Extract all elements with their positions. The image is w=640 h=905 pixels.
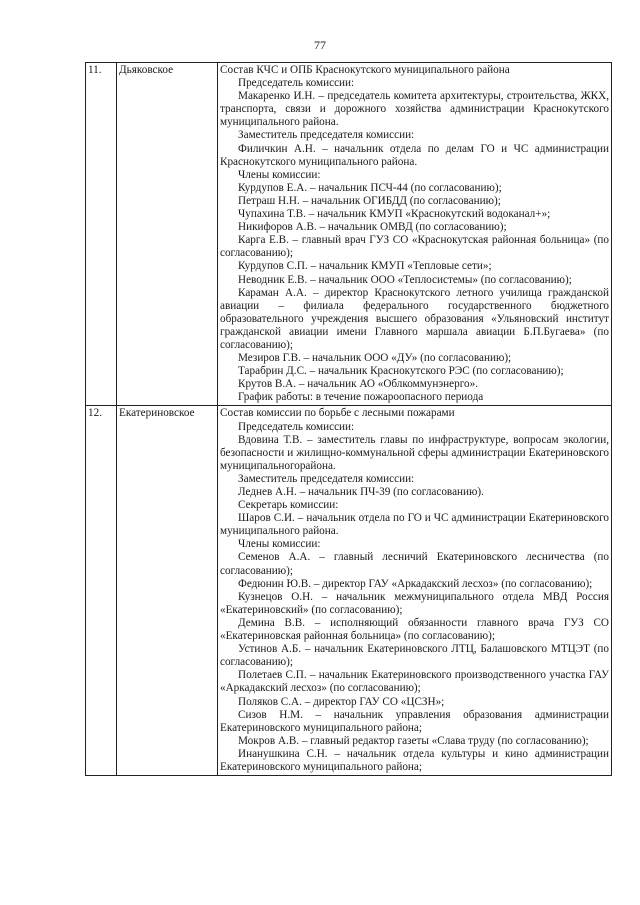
composition-line: Курдупов С.П. – начальник КМУП «Тепловые сети»; (238, 260, 492, 273)
commission-composition (218, 406, 612, 776)
composition-line: Члены комиссии: (238, 168, 321, 181)
composition-line: Неводник Е.В. – начальник ООО «Теплосистемы» (по согласованию); (238, 273, 572, 286)
row-number: 11. (86, 63, 117, 406)
table-body (86, 63, 612, 776)
composition-line: Председатель комиссии: (238, 77, 355, 90)
composition-line: Филичкин А.Н. – начальник отдела по делам ГО и ЧС администрации Краснокутского муниципального района. (220, 142, 609, 168)
composition-line: Демина В.В. – исполняющий обязанности главного врача ГУЗ СО «Екатериновская районная больница» (по согласованию); (220, 616, 609, 643)
composition-line: Карга Е.В. – главный врач ГУЗ СО «Краснокутская районная больница» (по согласованию); (220, 234, 609, 260)
composition-line: Вдовина Т.В. – заместитель главы по инфраструктуре, вопросам экологии, безопасности и жилищно-коммунальной сферы администрации Екатериновского муниципальногорайона. (220, 433, 609, 472)
composition-line: Кузнецов О.Н. – начальник межмуниципального отдела МВД Россия «Екатериновский» (по согласованию); (220, 590, 609, 616)
composition-line: Курдупов Е.А. – начальник ПСЧ-44 (по согласованию); (238, 181, 502, 194)
table-row (86, 63, 612, 406)
composition-line: Никифоров А.В. – начальник ОМВД (по согласованию); (238, 221, 507, 234)
composition-line: Секретарь комиссии: (238, 499, 339, 512)
composition-line: Мезиров Г.В. – начальник ООО «ДУ» (по согласованию); (238, 352, 512, 365)
composition-line: Шаров С.И. – начальник отдела по ГО и ЧС администрации Екатериновского муниципального района. (220, 512, 609, 538)
composition-line: Федюнин Ю.В. – директор ГАУ «Аркадакский лесхоз» (по согласованию); (238, 577, 593, 590)
composition-line: Чупахина Т.В. – начальник КМУП «Краснокутский водоканал+»; (238, 208, 551, 221)
commission-table (85, 62, 612, 776)
composition-line: Тарабрин Д.С. – начальник Краснокутского РЭС (по согласованию); (238, 365, 564, 378)
composition-line: Полетаев С.П. – начальник Екатериновского производственного участка ГАУ «Аркадакский лесхоз» (по согласованию); (220, 669, 609, 695)
composition-line: Заместитель председателя комиссии: (238, 129, 415, 142)
composition-line: Инанушкина С.Н. – начальник отдела культуры и кино администрации Екатериновского муниципального района; (220, 747, 609, 773)
composition-line: Устинов А.Б. – начальник Екатериновского ЛТЦ, Балашовского МТЦЭТ (по согласованию); (220, 643, 609, 669)
composition-line: Председатель комиссии: (238, 420, 355, 433)
composition-line: Семенов А.А. – главный лесничий Екатериновского лесничества (по согласованию); (220, 551, 609, 577)
district-name: Дьяковское (117, 63, 218, 406)
commission-composition (218, 63, 612, 406)
composition-line: Сизов Н.М. – начальник управления образования администрации Екатериновского муниципального района; (220, 708, 609, 734)
composition-line: Состав КЧС и ОПБ Краснокутского муниципального района (220, 64, 510, 76)
composition-line: Заместитель председателя комиссии: (238, 472, 415, 485)
table-row (86, 406, 612, 776)
composition-line: График работы: в течение пожароопасного периода (238, 391, 484, 404)
page-number: 77 (314, 38, 326, 52)
composition-line: Поляков С.А. – директор ГАУ СО «ЦСЗН»; (238, 695, 445, 708)
composition-line: Крутов В.А. – начальник АО «Облкоммунэнерго». (238, 378, 479, 391)
composition-line: Караман А.А. – директор Краснокутского летного училища гражданской авиации – филиала федерального государственного бюджетного образовательного учреждения высшего образования «Ульяновский институт гражданской авиации имени Главного маршала авиации Б.П.Бугаева» (по согласованию); (220, 286, 609, 351)
composition-line: Члены комиссии: (238, 538, 321, 551)
district-name: Екатериновское (117, 406, 218, 776)
composition-line: Мокров А.В. – главный редактор газеты «Слава труду (по согласованию); (238, 734, 589, 747)
composition-line: Леднев А.Н. – начальник ПЧ-39 (по согласованию). (238, 486, 484, 498)
composition-line: Петраш Н.Н. – начальник ОГИБДД (по согласованию); (238, 194, 501, 207)
row-number: 12. (86, 406, 117, 776)
composition-line: Макаренко И.Н. – председатель комитета архитектуры, строительства, ЖКХ, транспорта, связи и дорожного хозяйства администрации Краснокутского муниципального района. (220, 90, 609, 129)
composition-line: Состав комиссии по борьбе с лесными пожарами (220, 407, 455, 420)
